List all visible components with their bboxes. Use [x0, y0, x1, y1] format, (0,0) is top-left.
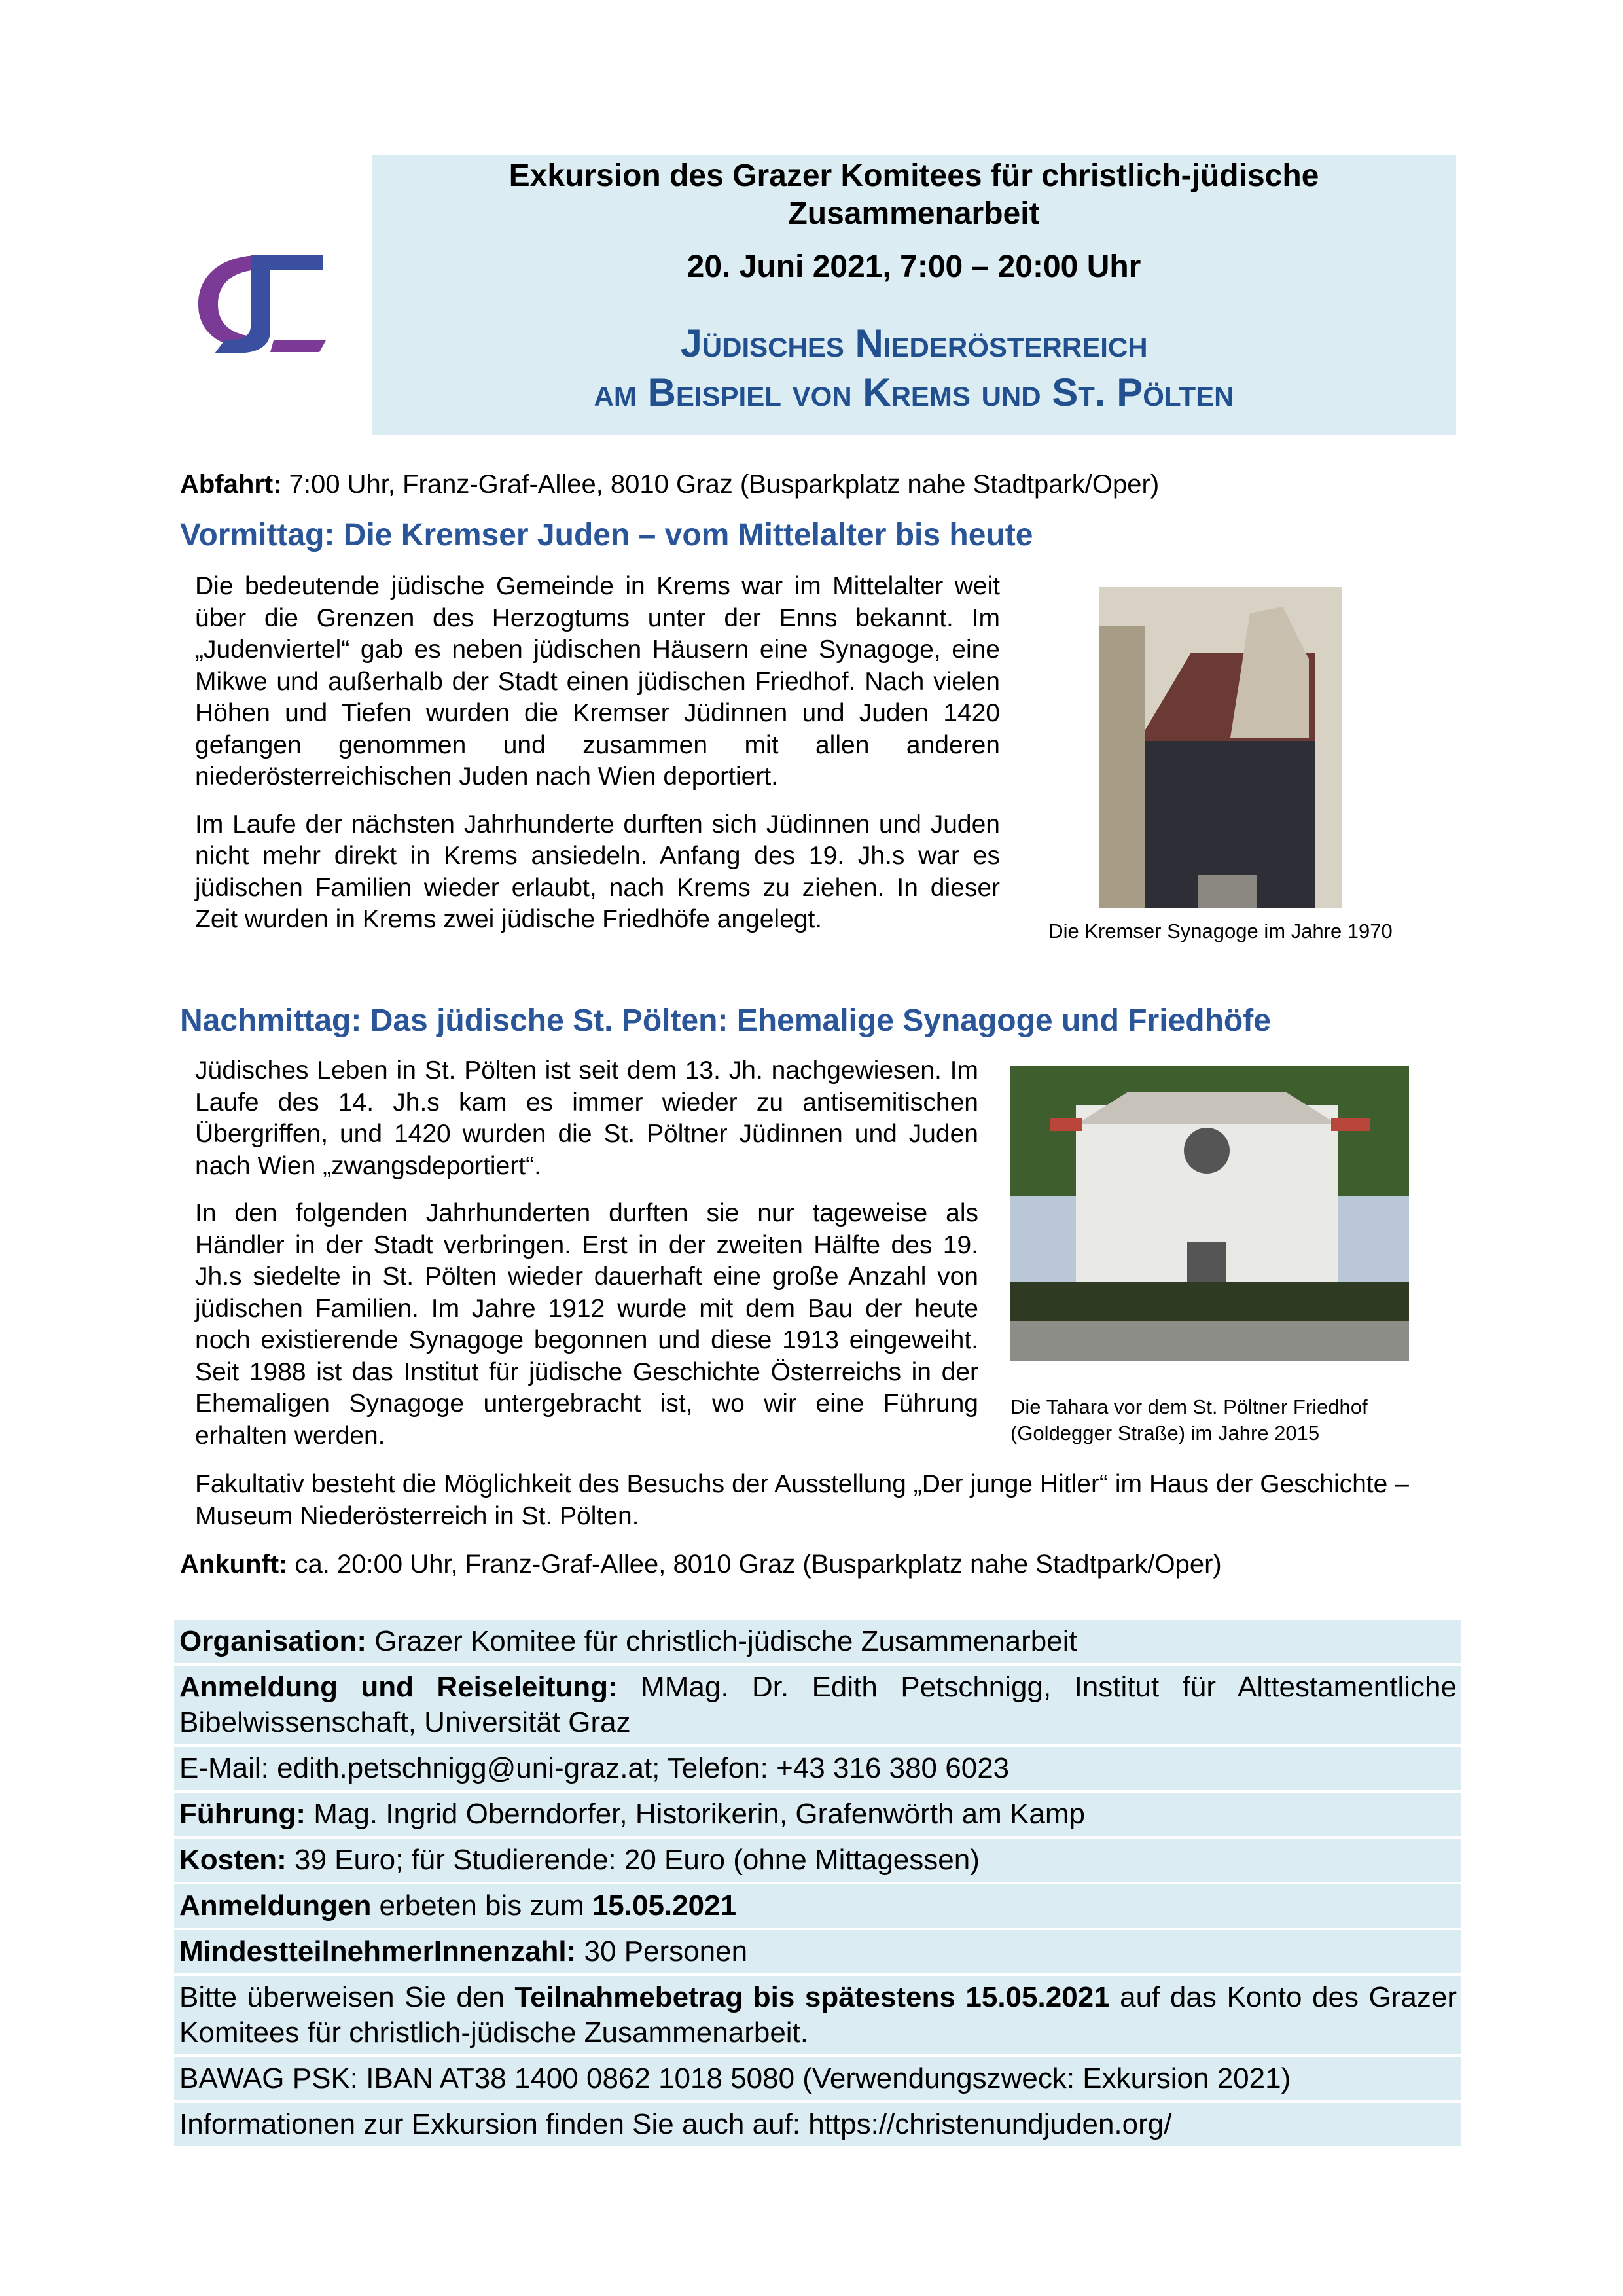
payment: Bitte überweisen Sie den Teilnahmebetrag bis spätestens 15.05.2021 auf das Konto des Grazer Komitees für christlich-jüdische Zusammenarbeit. [174, 1976, 1461, 2054]
arrival-label: Ankunft: [180, 1550, 288, 1579]
committee-logo [195, 249, 329, 360]
morning-paragraph: Die bedeutende jüdische Gemeinde in Krems war im Mittelalter weit über die Grenzen des Herzogtums unter der Enns bekannt. Im „Judenviertel“ gab es neben jüdischen Häusern eine Synagoge, eine Mikwe und außerhalb der Stadt einen jüdischen Friedhof. Nach vielen Höhen und Tiefen wurden die Kremser Jüdinnen und Juden 1420 gefangen genommen und zusammen mit allen anderen niederösterreichischen Juden nach Wien deportiert. [195, 572, 1000, 791]
tahara-photo [1010, 1066, 1409, 1361]
caption-line: Die Tahara vor dem St. Pöltner Friedhof [1010, 1395, 1368, 1418]
organisation: Organisation: Grazer Komitee für christlich-jüdische Zusammenarbeit [174, 1620, 1461, 1663]
info-box [174, 1620, 1461, 2149]
main-title-line1: Jüdisches Niederösterreich [680, 321, 1148, 365]
afternoon-text [195, 1055, 978, 1467]
krems-photo-caption: Die Kremser Synagoge im Jahre 1970 [1048, 920, 1393, 942]
registration: Anmeldung und Reiseleitung: MMag. Dr. Edith Petschnigg, Institut für Alttestamentliche Bibelwissenschaft, Universität Graz [174, 1666, 1461, 1744]
departure-label: Abfahrt: [180, 470, 282, 499]
main-title-line2: am Beispiel von Krems und St. Pölten [594, 370, 1234, 414]
arrival-line [180, 1549, 1222, 1580]
afternoon-paragraph: In den folgenden Jahrhunderten durften sie nur tageweise als Händler in der Stadt verbringen. Erst in der zweiten Hälfte des 19. Jh.s siedelte in St. Pölten wieder dauerhaft eine große Anzahl von jüdischen Familien. Im Jahre 1912 wurde mit dem Bau der heute noch existierende Synagoge begonnen und diese 1913 eingeweiht. Seit 1988 ist das Institut für jüdische Geschichte Österreichs in der Ehemaligen Synagoge untergebracht ist, wo wir eine Führung erhalten werden. [195, 1199, 978, 1450]
contact: E-Mail: edith.petschnigg@uni-graz.at; Telefon: +43 316 380 6023 [174, 1747, 1461, 1790]
afternoon-paragraph: Jüdisches Leben in St. Pölten ist seit dem 13. Jh. nachgewiesen. Im Laufe des 14. Jh.s kam es immer wieder zu antisemitischen Übergriffen, und 1420 wurden die St. Pöltner Jüdinnen und Juden nach Wien „zwangsdeportiert“. [195, 1056, 978, 1180]
caption-line: (Goldegger Straße) im Jahre 2015 [1010, 1422, 1320, 1444]
arrival-text: ca. 20:00 Uhr, Franz-Graf-Allee, 8010 Graz (Busparkplatz nahe Stadtpark/Oper) [287, 1550, 1222, 1579]
deadline: Anmeldungen erbeten bis zum 15.05.2021 [174, 1884, 1461, 1928]
optional-visit-text: Fakultativ besteht die Möglichkeit des Besuchs der Ausstellung „Der junge Hitler“ im Haus der Geschichte – Museum Niederösterreich in St. Pölten. [195, 1470, 1409, 1530]
bank-details: BAWAG PSK: IBAN AT38 1400 0862 1018 5080 (Verwendungszweck: Exkursion 2021) [174, 2057, 1461, 2100]
morning-text [195, 571, 1000, 952]
morning-paragraph: Im Laufe der nächsten Jahrhunderte durften sich Jüdinnen und Juden nicht mehr direkt in Krems ansiedeln. Anfang des 19. Jh.s war es jüdischen Familien wieder erlaubt, nach Krems zu ziehen. In dieser Zeit wurden in Krems zwei jüdische Friedhöfe angelegt. [195, 810, 1000, 933]
departure-line [180, 469, 1159, 500]
afternoon-heading: Nachmittag: Das jüdische St. Pölten: Ehemalige Synagoge und Friedhöfe [180, 1003, 1271, 1038]
event-title: Exkursion des Grazer Komitees für christlich-jüdische Zusammenarbeit [508, 158, 1319, 231]
header-box [372, 155, 1456, 435]
event-date: 20. Juni 2021, 7:00 – 20:00 Uhr [687, 249, 1141, 284]
departure-text: 7:00 Uhr, Franz-Graf-Allee, 8010 Graz (Busparkplatz nahe Stadtpark/Oper) [281, 470, 1160, 499]
morning-heading: Vormittag: Die Kremser Juden – vom Mittelalter bis heute [180, 518, 1033, 552]
website-info[interactable]: Informationen zur Exkursion finden Sie auch auf: https://christenundjuden.org/ [174, 2103, 1461, 2146]
min-participants: MindestteilnehmerInnenzahl: 30 Personen [174, 1930, 1461, 1973]
tahara-photo-caption [1010, 1394, 1368, 1446]
krems-synagogue-photo [1099, 587, 1342, 908]
cost: Kosten: 39 Euro; für Studierende: 20 Euro (ohne Mittagessen) [174, 1839, 1461, 1882]
guide: Führung: Mag. Ingrid Oberndorfer, Historikerin, Grafenwörth am Kamp [174, 1793, 1461, 1836]
